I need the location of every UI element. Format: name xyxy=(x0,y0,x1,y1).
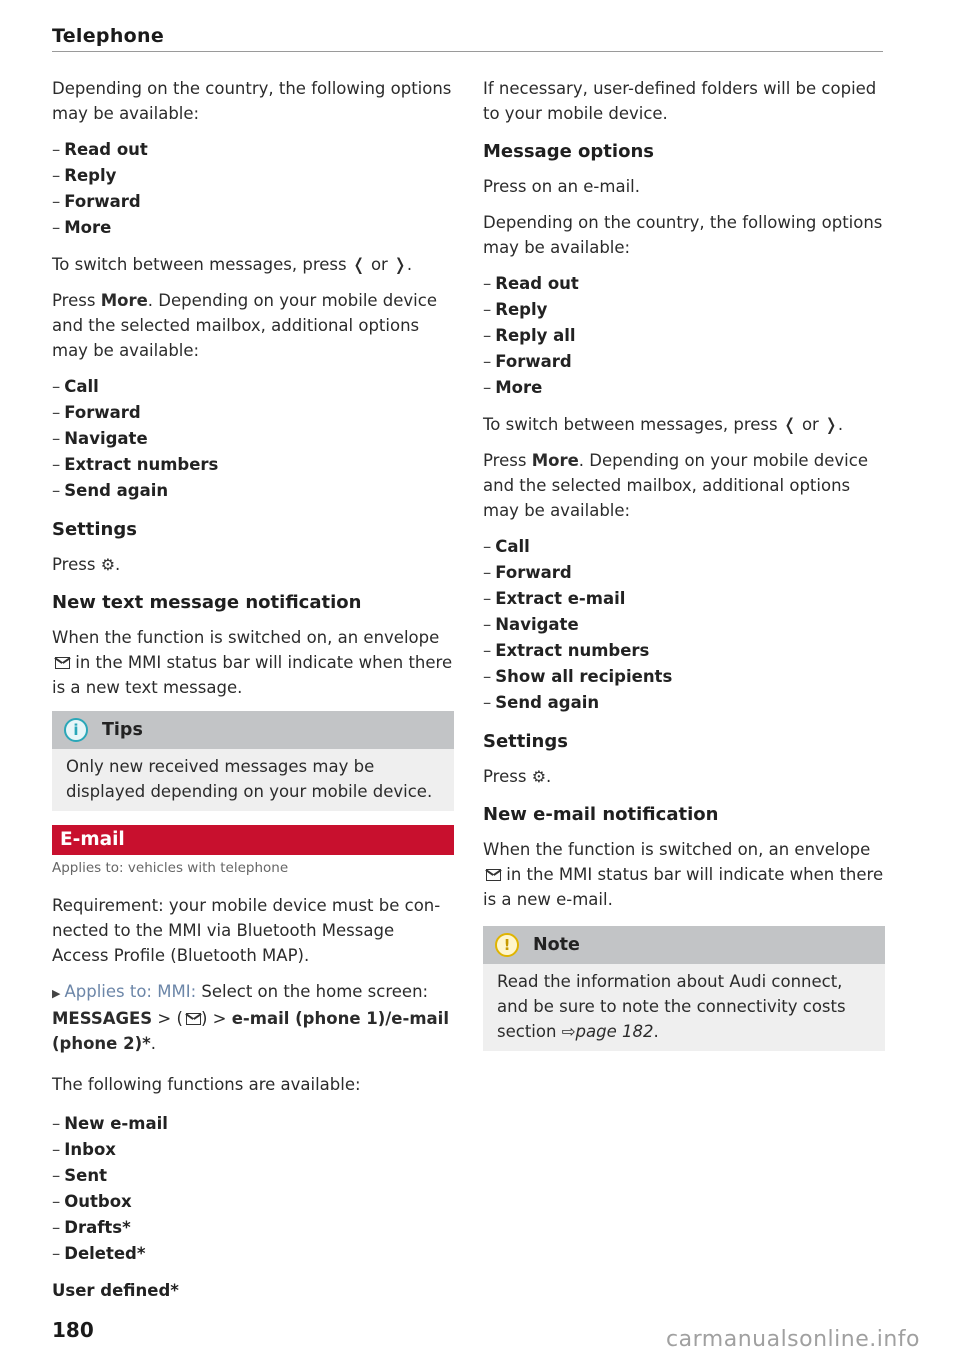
settings-text: Press ⚙. xyxy=(52,555,121,574)
options-intro: Depending on the country, the following options may be available: xyxy=(52,79,452,123)
list-item: – Reply all xyxy=(483,326,576,345)
settings-heading: Settings xyxy=(483,731,568,752)
press-email-text: Press on an e-mail. xyxy=(483,177,640,196)
functions-intro: The following functions are available: xyxy=(52,1075,361,1094)
list-item: – Forward xyxy=(483,563,572,582)
user-defined-heading: User defined* xyxy=(52,1281,179,1300)
note-header xyxy=(483,926,885,964)
applies-to-text: Applies to: vehicles with telephone xyxy=(52,860,289,876)
email-section-heading: E-mail xyxy=(52,825,454,855)
list-item: – Forward xyxy=(52,192,141,211)
note-text: Read the information about Audi connect, and be sure to note the connectivity costs section ⇨page 182. xyxy=(497,972,846,1041)
info-icon: i xyxy=(64,718,88,742)
list-item: – Forward xyxy=(52,403,141,422)
chevron-left-icon: ❬ xyxy=(351,255,366,274)
list-item: – Drafts* xyxy=(52,1218,131,1237)
switch-instruction: To switch between messages, press ❬ or ❭. xyxy=(52,255,413,274)
list-item: – Call xyxy=(52,377,99,396)
switch-instruction: To switch between messages, press ❬ or ❭. xyxy=(483,415,844,434)
message-options-heading: Message options xyxy=(483,141,654,162)
list-item: – Call xyxy=(483,537,530,556)
list-item: – More xyxy=(483,378,543,397)
notification-heading: New e-mail notification xyxy=(483,804,719,825)
tips-box xyxy=(52,711,454,811)
notification-text: When the function is switched on, an envelope in the MMI status bar will indicate when there is a new text message. xyxy=(52,628,453,697)
watermark: carmanualsonline.info xyxy=(666,1327,920,1352)
list-item: – Inbox xyxy=(52,1140,116,1159)
chevron-right-icon: ❭ xyxy=(393,255,407,274)
notification-text: When the function is switched on, an envelope in the MMI status bar will indicate when there is a new e-mail. xyxy=(483,840,884,909)
list-item: – Deleted* xyxy=(52,1244,146,1263)
list-item: – Reply xyxy=(52,166,117,185)
message-options-list xyxy=(483,271,885,401)
right-column xyxy=(483,76,885,1063)
tips-title: Tips xyxy=(102,719,143,740)
list-item: – Navigate xyxy=(483,615,579,634)
notification-heading: New text message notification xyxy=(52,592,362,613)
chevron-right-icon: ❭ xyxy=(824,415,838,434)
message-icon xyxy=(186,1013,201,1025)
chevron-left-icon: ❬ xyxy=(782,415,797,434)
list-item: – Send again xyxy=(52,481,169,500)
page-header-title: Telephone xyxy=(52,25,165,47)
list-item: – Forward xyxy=(483,352,572,371)
list-item: – Outbox xyxy=(52,1192,132,1211)
envelope-icon xyxy=(486,869,501,881)
left-column xyxy=(52,76,454,1304)
settings-text: Press ⚙. xyxy=(483,767,552,786)
page-number: 180 xyxy=(52,1318,94,1342)
note-title: Note xyxy=(533,934,580,955)
list-item: – Reply xyxy=(483,300,548,319)
list-item: – Read out xyxy=(483,274,579,293)
list-item: – New e-mail xyxy=(52,1114,168,1133)
options-intro: Depending on the country, the following options may be available: xyxy=(483,213,883,257)
list-item: – Extract numbers xyxy=(52,455,219,474)
message-options-list xyxy=(52,137,454,241)
warning-icon: ! xyxy=(495,933,519,957)
arrow-right-icon: ⇨ xyxy=(561,1022,576,1041)
gear-icon: ⚙ xyxy=(100,555,116,574)
requirement-text: Requirement: your mobile device must be con-nected to the MMI via Bluetooth Message Access Profile (Bluetooth MAP). xyxy=(52,896,441,965)
list-item: – More xyxy=(52,218,112,237)
list-item: – Extract e-mail xyxy=(483,589,626,608)
tips-header xyxy=(52,711,454,749)
functions-list xyxy=(52,1111,454,1267)
gear-icon: ⚙ xyxy=(531,767,547,786)
list-item: – Extract numbers xyxy=(483,641,650,660)
triangle-bullet-icon: ▶ xyxy=(52,987,61,1000)
envelope-icon xyxy=(55,657,70,669)
list-item: – Navigate xyxy=(52,429,148,448)
tips-text: Only new received messages may be displayed depending on your mobile device. xyxy=(66,757,433,801)
select-instruction: ▶ Applies to: MMI: Select on the home screen: MESSAGES > ( ) > e-mail (phone 1)/e-mail (phone 2)*. xyxy=(52,982,449,1053)
header-divider xyxy=(52,51,883,52)
note-box xyxy=(483,926,885,1051)
settings-heading: Settings xyxy=(52,519,137,540)
press-more-text: Press More. Depending on your mobile device and the selected mailbox, additional options may be available: xyxy=(483,451,868,520)
list-item: – Send again xyxy=(483,693,600,712)
list-item: – Read out xyxy=(52,140,148,159)
list-item: – Sent xyxy=(52,1166,107,1185)
page-reference[interactable]: ⇨page 182 xyxy=(561,1022,654,1041)
copied-text: If necessary, user-defined folders will be copied to your mobile device. xyxy=(483,79,877,123)
list-item: – Show all recipients xyxy=(483,667,673,686)
press-more-text: Press More. Depending on your mobile device and the selected mailbox, additional options may be available: xyxy=(52,291,437,360)
additional-options-list xyxy=(483,534,885,716)
additional-options-list xyxy=(52,374,454,504)
